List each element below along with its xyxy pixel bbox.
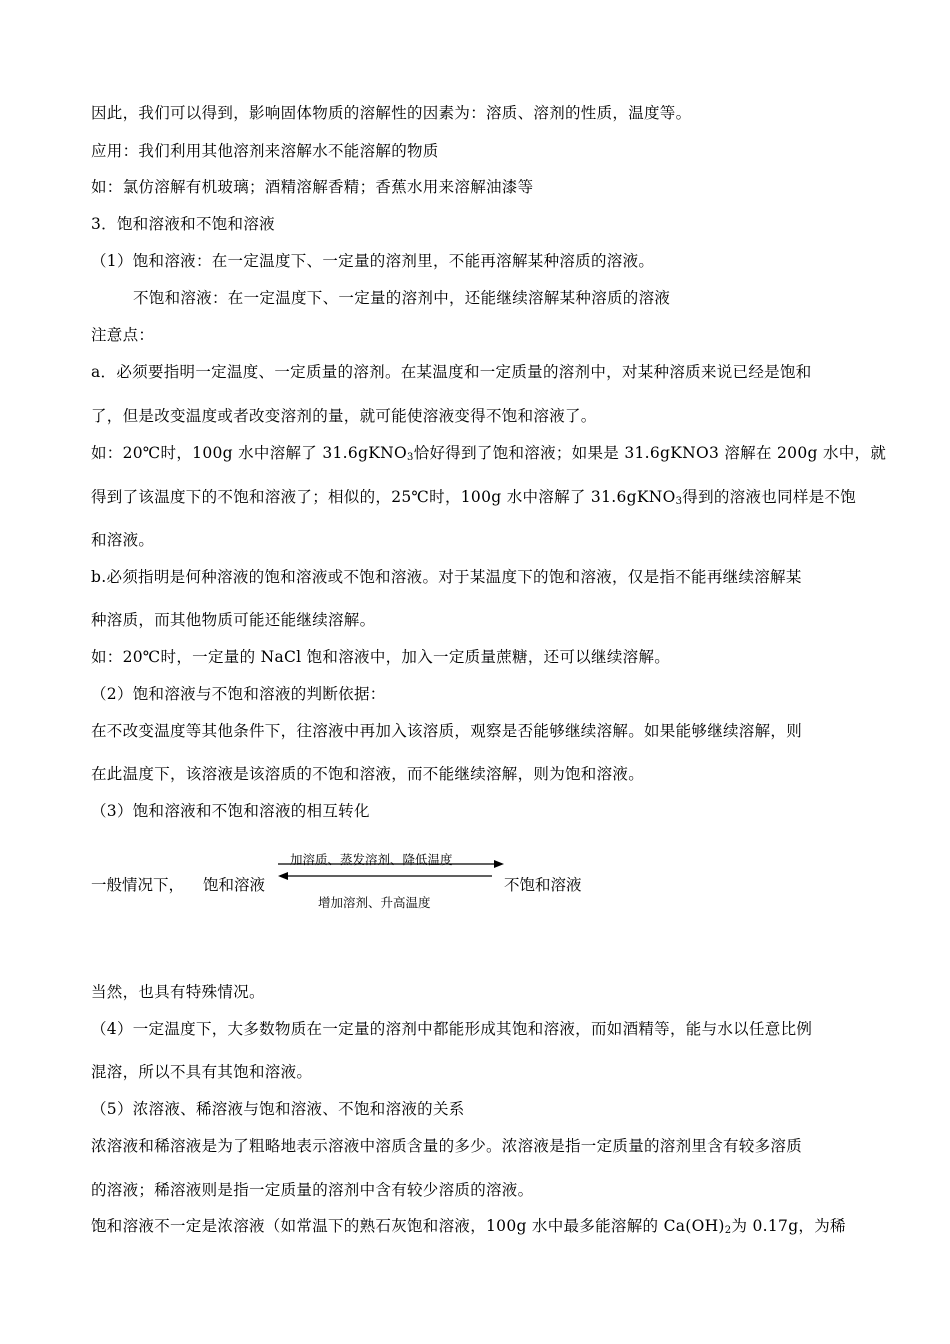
paragraph-line: a．必须要指明一定温度、一定质量的溶剂。在某温度和一定质量的溶剂中，对某种溶质来说已经是饱和 xyxy=(91,363,812,381)
paragraph-line: 在不改变温度等其他条件下，往溶液中再加入该溶质，观察是否能够继续溶解。如果能够继续溶解，则 xyxy=(91,722,803,740)
paragraph-line: 如：氯仿溶解有机玻璃；酒精溶解香精；香蕉水用来溶解油漆等 xyxy=(91,178,534,196)
section-heading: 3．饱和溶液和不饱和溶液 xyxy=(91,215,275,233)
paragraph-line: 如：20℃时，一定量的 NaCl 饱和溶液中，加入一定质量蔗糖，还可以继续溶解。 xyxy=(91,648,671,666)
paragraph-line: 因此，我们可以得到，影响固体物质的溶解性的因素为：溶质、溶剂的性质，温度等。 xyxy=(91,104,692,122)
paragraph-line: 注意点： xyxy=(91,326,155,344)
paragraph-line: （1）饱和溶液：在一定温度下、一定量的溶剂里，不能再溶解某种溶质的溶液。 xyxy=(91,252,655,270)
paragraph-line: b.必须指明是何种溶液的饱和溶液或不饱和溶液。对于某温度下的饱和溶液，仅是指不能再继续溶解某 xyxy=(91,568,802,586)
saturated-solution-node: 饱和溶液 xyxy=(203,876,266,894)
conversion-diagram xyxy=(0,840,950,920)
paragraph-line: 如：20℃时，100g 水中溶解了 31.6gKNO$_3$恰好得到了饱和溶液；如果是 31.6gKNO3 溶解在 200g 水中，就 xyxy=(91,444,887,463)
paragraph-line: 得到了该温度下的不饱和溶液了；相似的，25℃时，100g 水中溶解了 31.6gKNO$_3$得到的溶液也同样是不饱 xyxy=(91,488,857,507)
paragraph-line: （5）浓溶液、稀溶液与饱和溶液、不饱和溶液的关系 xyxy=(91,1100,465,1118)
paragraph-line: 种溶质，而其他物质可能还能继续溶解。 xyxy=(91,611,376,629)
reverse-condition-label: 增加溶剂、升高温度 xyxy=(318,895,431,910)
paragraph-line: 应用：我们利用其他溶剂来溶解水不能溶解的物质 xyxy=(91,142,439,160)
paragraph-line: （4）一定温度下，大多数物质在一定量的溶剂中都能形成其饱和溶液，而如酒精等，能与水以任意比例 xyxy=(91,1020,813,1038)
paragraph-line: 了，但是改变温度或者改变溶剂的量，就可能使溶液变得不饱和溶液了。 xyxy=(91,407,597,425)
paragraph-line: 的溶液；稀溶液则是指一定质量的溶剂中含有较少溶质的溶液。 xyxy=(91,1181,534,1199)
paragraph-line: 和溶液。 xyxy=(91,531,155,549)
paragraph-line: 浓溶液和稀溶液是为了粗略地表示溶液中溶质含量的多少。浓溶液是指一定质量的溶剂里含有较多溶质 xyxy=(91,1137,803,1155)
paragraph-line: （3）饱和溶液和不饱和溶液的相互转化 xyxy=(91,802,370,820)
diagram-prefix: 一般情况下， xyxy=(91,876,185,894)
unsaturated-solution-node: 不饱和溶液 xyxy=(504,876,582,894)
paragraph-line: 当然，也具有特殊情况。 xyxy=(91,983,265,1001)
paragraph-line: （2）饱和溶液与不饱和溶液的判断依据： xyxy=(91,685,386,703)
forward-condition-label: 加溶质、蒸发溶剂、降低温度 xyxy=(290,852,453,867)
paragraph-line: 不饱和溶液：在一定温度下、一定量的溶剂中，还能继续溶解某种溶质的溶液 xyxy=(133,289,671,307)
conversion-arrows-icon xyxy=(270,856,510,886)
paragraph-line: 饱和溶液不一定是浓溶液（如常温下的熟石灰饱和溶液，100g 水中最多能溶解的 $Ca(OH)_2$为 0.17g，为稀 xyxy=(91,1217,846,1236)
paragraph-line: 混溶，所以不具有其饱和溶液。 xyxy=(91,1063,313,1081)
paragraph-line: 在此温度下，该溶液是该溶质的不饱和溶液，而不能继续溶解，则为饱和溶液。 xyxy=(91,765,645,783)
